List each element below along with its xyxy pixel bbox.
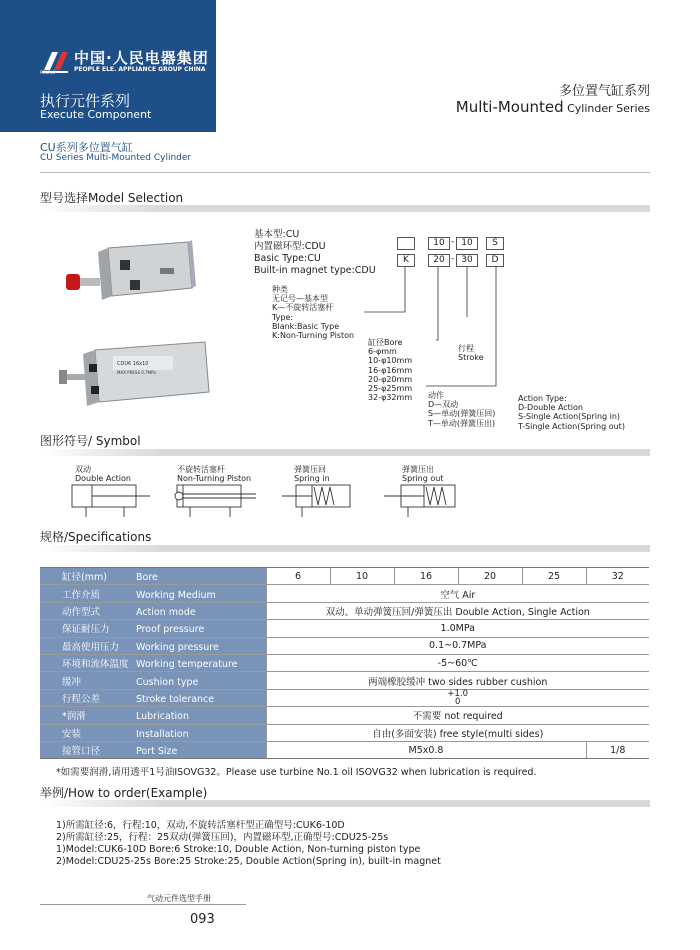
spec-value: 不需要 not required [266, 707, 649, 724]
code-box-top-4: S [486, 237, 504, 250]
order-line: 1)所需缸径:6，行程:10，双动,不旋转活塞杆型正确型号:CUK6-10D [56, 820, 345, 831]
table-row [40, 568, 649, 585]
magnet-type-cn: 内置磁环型:CDU [254, 241, 326, 252]
bore-line: 25-φ25mm [368, 384, 413, 394]
spec-value: 0.1~0.7MPa [266, 637, 649, 654]
spec-label-cn: 缸径(mm) [62, 572, 107, 584]
spec-value: 双动、单动弹簧压回/弹簧压出 Double Action, Single Action [266, 602, 649, 619]
magnet-type-en: Built-in magnet type:CDU [254, 265, 376, 276]
code-dash: - [451, 254, 455, 264]
order-line: 1)Model:CUK6-10D Bore:6 Stroke:10, Double Action, Non-turning piston type [56, 844, 421, 855]
sub-title-en: CU Series Multi-Mounted Cylinder [40, 153, 192, 163]
logo-text-cn: 中国·人民电器集团 [74, 48, 209, 67]
action-en-line: S-Single Action(Spring in) [518, 412, 621, 422]
stroke-line: Stroke [458, 353, 484, 363]
symbol-label-cn: 双动 [75, 465, 91, 474]
action-cn-line: S—单动(弹簧压回) [428, 409, 496, 419]
spec-value: 1/8 [586, 741, 649, 758]
series-title-cn: 执行元件系列 [40, 92, 131, 110]
spec-label-en: Bore [136, 572, 158, 584]
kind-line: Type: [272, 312, 294, 322]
code-dash: - [451, 237, 455, 247]
spec-label-en: Cushion type [136, 676, 199, 688]
code-box-top-3: 10 [456, 237, 478, 250]
table-row [40, 654, 649, 671]
spec-label [40, 707, 266, 724]
section-bar [40, 545, 650, 552]
table-row [40, 620, 649, 637]
code-box-top-2: 10 [428, 237, 450, 250]
logo-text-en: PEOPLE ELE. APPLIANCE GROUP CHINA [74, 65, 206, 73]
order-line: 2)Model:CDU25-25s Bore:25 Stroke:25, Double Action(Spring in), built-in magnet [56, 856, 441, 867]
spec-label [40, 689, 266, 706]
symbol-label-en: Non-Turning Piston [177, 474, 252, 484]
spec-label-cn: 动作型式 [62, 606, 101, 618]
action-cn-line: 动作 [428, 391, 444, 400]
spec-value: 1.0MPa [266, 620, 649, 637]
spec-label-en: Proof pressure [136, 624, 205, 636]
spec-label [40, 654, 266, 671]
spec-label-cn: 环境和流体温度 [62, 659, 129, 671]
section-bar [40, 800, 650, 807]
product-label-1: CDU6 16x10 [117, 361, 149, 367]
spec-label [40, 602, 266, 619]
action-en-line: Action Type: [518, 394, 567, 403]
kind-line: Blank:Basic Type [272, 321, 340, 331]
spec-label-en: Stroke tolerance [136, 693, 215, 705]
spec-label [40, 585, 266, 602]
order-examples [56, 820, 441, 868]
bore-line: 32-φ32mm [368, 393, 413, 403]
code-box-bottom-4: D [486, 254, 504, 267]
bore-cell: 25 [522, 568, 586, 585]
bore-line: 6-φmm [368, 347, 397, 357]
symbol-label-cn: 不旋转活塞杆 [177, 465, 225, 474]
stroke-line: 行程 [458, 344, 474, 353]
spec-label-cn: 行程公差 [62, 693, 101, 705]
lubrication-note: *如需要润滑,请用透平1号油ISOVG32。Please use turbine No.1 oil ISOVG32 when lubrication is required. [56, 767, 537, 778]
spec-label-en: Working Medium [136, 589, 216, 601]
spec-label-en: Working temperature [136, 659, 238, 671]
symbol-label-cn: 弹簧压出 [402, 465, 434, 474]
bore-line: 10-φ10mm [368, 356, 413, 366]
sub-title-cn: CU系列多位置气缸 [40, 141, 133, 154]
bore-cell: 16 [394, 568, 458, 585]
spec-label [40, 620, 266, 637]
spec-label-cn: 工作介质 [62, 589, 101, 601]
code-box-bottom-2: 20 [428, 254, 450, 267]
kind-line: 种类 [272, 285, 288, 294]
footer-book-title: 气动元件选型手册 [147, 894, 211, 903]
page-number: 093 [190, 912, 215, 927]
kind-line: 无记号—基本型 [272, 294, 328, 304]
spec-value: -5~60℃ [266, 654, 649, 671]
spec-label-en: Port Size [136, 746, 178, 758]
spec-label-cn: 安装 [62, 728, 82, 740]
symbol-label-en: Spring out [402, 474, 444, 484]
action-cn-line: T—单动(弹簧压出) [428, 418, 496, 428]
tolerance-upper: +1.0 [447, 688, 469, 699]
spec-value: 自由(多面安装) free style(multi sides) [266, 724, 649, 741]
spec-label-cn: *润滑 [62, 711, 86, 723]
basic-type-cn: 基本型:CU [254, 229, 300, 240]
symbol-label-en: Double Action [75, 474, 131, 484]
spec-label-en: Lubrication [136, 711, 189, 723]
code-box-bottom-1: K [397, 254, 415, 267]
series-title-en: Execute Component [40, 108, 152, 121]
spec-label-cn: 接管口径 [62, 746, 101, 758]
spec-label [40, 637, 266, 654]
basic-type-en: Basic Type:CU [254, 253, 321, 264]
order-line: 2)所需缸径:25，行程：25双动(弹簧压回)，内置磁环型,正确型号:CDU25-25s [56, 832, 389, 843]
spec-value: 空气 Air [266, 585, 649, 602]
spec-value [266, 689, 649, 706]
table-row [40, 672, 649, 689]
table-row [40, 707, 649, 724]
bore-cell: 20 [458, 568, 522, 585]
spec-label [40, 724, 266, 741]
table-row [40, 724, 649, 741]
bore-line: 16-φ16mm [368, 365, 413, 375]
specs-heading: 规格/Specifications [40, 530, 152, 544]
action-cn-line: D—双动 [428, 400, 459, 410]
symbol-label-en: Spring in [294, 474, 330, 484]
spec-label-en: Installation [136, 728, 189, 740]
spec-label-cn: 保证耐压力 [62, 624, 110, 636]
tolerance-lower: 0 [455, 696, 461, 707]
symbol-label-cn: 弹簧压回 [294, 465, 326, 474]
spec-value: M5x0.8 [266, 741, 586, 758]
table-row [40, 741, 649, 758]
page-title-en-rest: Cylinder Series [563, 102, 650, 115]
specifications-table [40, 567, 649, 759]
bore-cell: 32 [586, 568, 649, 585]
spec-label-cn: 缓冲 [62, 676, 82, 688]
product-label-2: MAX PRESS 0.7MPa [117, 370, 156, 375]
table-row [40, 585, 649, 602]
kind-line: K:Non-Turning Piston [272, 331, 355, 341]
order-heading: 举例/How to order(Example) [40, 786, 208, 800]
bore-line: 20-φ20mm [368, 374, 413, 384]
action-en-line: D-Double Action [518, 403, 583, 413]
bore-cell: 6 [266, 568, 330, 585]
bore-cell: 10 [330, 568, 394, 585]
model-selection-heading: 型号选择Model Selection [40, 191, 184, 205]
spec-label [40, 672, 266, 689]
action-en-line: T-Single Action(Spring out) [518, 421, 625, 431]
spec-label-en: Action mode [136, 606, 196, 618]
page-title-en-main: Multi-Mounted [455, 98, 564, 116]
spec-label [40, 568, 266, 585]
bore-line: 缸径Bore [368, 338, 403, 347]
spec-label-cn: 最高使用压力 [62, 641, 120, 653]
code-box-bottom-3: 30 [456, 254, 478, 267]
kind-line: K—不旋转活塞杆 [272, 303, 334, 313]
spec-label-en: Working pressure [136, 641, 219, 653]
logo-small-text: PEOPLE [40, 70, 56, 75]
table-row [40, 637, 649, 654]
table-row [40, 602, 649, 619]
table-row [40, 689, 649, 706]
footer-divider [40, 904, 246, 905]
spec-value: 两端橡胶缓冲 two sides rubber cushion [266, 672, 649, 689]
symbol-heading: 图形符号/ Symbol [40, 434, 141, 448]
spec-label [40, 741, 266, 758]
page-title-cn: 多位置气缸系列 [558, 84, 650, 99]
